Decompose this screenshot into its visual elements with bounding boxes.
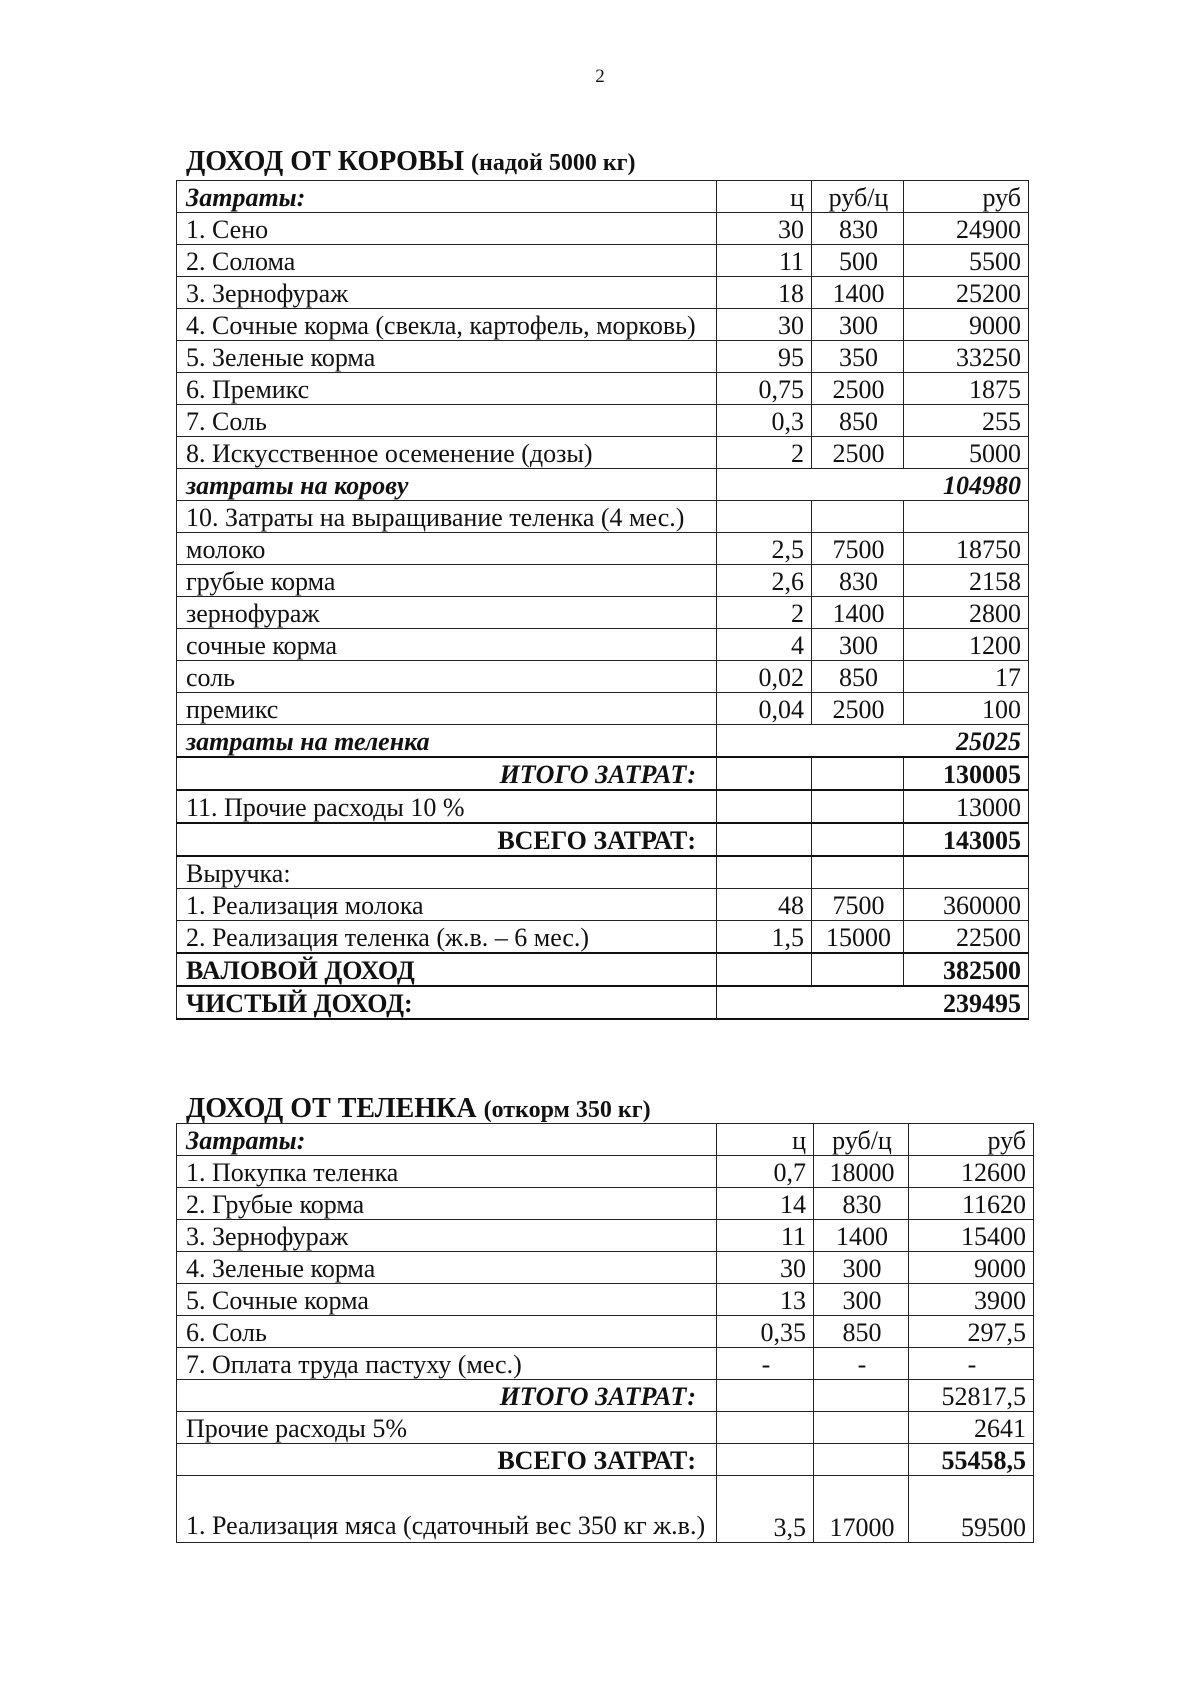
row-label: 4. Зеленые корма [177, 1252, 717, 1284]
row-sum: 9000 [909, 1252, 1034, 1284]
table-row [177, 1156, 1034, 1188]
row-price: 830 [812, 565, 904, 597]
calf-raising-row [177, 501, 1029, 533]
page-number: 2 [595, 66, 605, 87]
other-costs-row [177, 1412, 1034, 1444]
row-qty: 2 [717, 597, 812, 629]
row-price: 2500 [812, 373, 904, 405]
row-label: 8. Искусственное осеменение (дозы) [177, 437, 717, 469]
row-qty: 2,6 [717, 565, 812, 597]
other-costs-label: 11. Прочие расходы 10 % [177, 790, 717, 823]
header-quintal: ц [717, 181, 812, 213]
grand-total-row [177, 1444, 1034, 1476]
header-label: Затраты: [177, 1124, 717, 1156]
row-sum: 3900 [909, 1284, 1034, 1316]
row-qty: 0,7 [717, 1156, 814, 1188]
calf-title-main: ДОХОД ОТ ТЕЛЕНКА [186, 1093, 477, 1124]
table-row [177, 1284, 1034, 1316]
revenue-header-row [177, 856, 1029, 889]
header-quintal: ц [717, 1124, 814, 1156]
cow-title-main: ДОХОД ОТ КОРОВЫ [186, 146, 465, 177]
row-label: 5. Зеленые корма [177, 341, 717, 373]
grand-total-value: 143005 [904, 823, 1029, 856]
row-sum: 9000 [904, 309, 1029, 341]
row-qty: 11 [717, 245, 812, 277]
table-row [177, 1316, 1034, 1348]
table-row [177, 213, 1029, 245]
row-qty: 4 [717, 629, 812, 661]
row-price: 1400 [812, 597, 904, 629]
row-qty: 95 [717, 341, 812, 373]
row-qty: 11 [717, 1220, 814, 1252]
row-sum: 1875 [904, 373, 1029, 405]
row-price: 300 [812, 309, 904, 341]
row-label: премикс [177, 693, 717, 725]
row-label: грубые корма [177, 565, 717, 597]
row-qty: 2 [717, 437, 812, 469]
row-price: 500 [812, 245, 904, 277]
row-label: 7. Оплата труда пастуху (мес.) [177, 1348, 717, 1380]
header-rub: руб [904, 181, 1029, 213]
table-row [177, 245, 1029, 277]
row-qty: 0,75 [717, 373, 812, 405]
row-label: 1. Реализация молока [177, 889, 717, 921]
row-price: - [814, 1348, 909, 1380]
row-sum: 22500 [904, 921, 1029, 954]
table-row [177, 889, 1029, 921]
row-label: 3. Зернофураж [177, 277, 717, 309]
meat-sale-row [177, 1476, 1034, 1543]
row-sum: 100 [904, 693, 1029, 725]
calf-raising-label: 10. Затраты на выращивание теленка (4 мес.) [177, 501, 717, 533]
subtotal-row-cow [177, 469, 1029, 501]
row-price: 1400 [812, 277, 904, 309]
row-sum: 360000 [904, 889, 1029, 921]
total-costs-label: ИТОГО ЗАТРАТ: [177, 1380, 717, 1412]
row-sum: - [909, 1348, 1034, 1380]
total-costs-row [177, 1380, 1034, 1412]
row-price: 830 [812, 213, 904, 245]
row-sum: 17 [904, 661, 1029, 693]
row-price: 18000 [814, 1156, 909, 1188]
net-income-label: ЧИСТЫЙ ДОХОД: [177, 986, 717, 1019]
row-qty: 0,04 [717, 693, 812, 725]
table-header-row [177, 1124, 1034, 1156]
row-qty: 13 [717, 1284, 814, 1316]
row-label: 7. Соль [177, 405, 717, 437]
row-price: 1400 [814, 1220, 909, 1252]
row-sum: 2158 [904, 565, 1029, 597]
total-costs-value: 130005 [904, 757, 1029, 790]
row-label: молоко [177, 533, 717, 565]
cow-title-sub: (надой 5000 кг) [471, 150, 636, 176]
table-row [177, 373, 1029, 405]
row-label: зернофураж [177, 597, 717, 629]
grand-total-value: 55458,5 [909, 1444, 1034, 1476]
table-row [177, 1252, 1034, 1284]
cow-income-table [176, 180, 1029, 1020]
row-sum: 297,5 [909, 1316, 1034, 1348]
gross-income-label: ВАЛОВОЙ ДОХОД [177, 953, 717, 986]
row-price: 300 [814, 1284, 909, 1316]
revenue-label: Выручка: [177, 856, 717, 889]
header-price: руб/ц [814, 1124, 909, 1156]
row-label: сочные корма [177, 629, 717, 661]
net-income-value: 239495 [717, 986, 1029, 1019]
gross-income-value: 382500 [904, 953, 1029, 986]
row-label: 6. Премикс [177, 373, 717, 405]
other-costs-value: 2641 [909, 1412, 1034, 1444]
row-qty: 18 [717, 277, 812, 309]
row-qty: 2,5 [717, 533, 812, 565]
row-label: 3. Зернофураж [177, 1220, 717, 1252]
header-price: руб/ц [812, 181, 904, 213]
header-rub: руб [909, 1124, 1034, 1156]
row-qty: 30 [717, 309, 812, 341]
table-row [177, 1220, 1034, 1252]
grand-total-label: ВСЕГО ЗАТРАТ: [177, 823, 717, 856]
table-row [177, 437, 1029, 469]
row-qty: 0,3 [717, 405, 812, 437]
table-row [177, 309, 1029, 341]
other-costs-row [177, 790, 1029, 823]
row-label: 6. Соль [177, 1316, 717, 1348]
row-price: 15000 [812, 921, 904, 954]
total-costs-row [177, 757, 1029, 790]
row-qty: 30 [717, 1252, 814, 1284]
net-income-row [177, 986, 1029, 1019]
row-qty: 48 [717, 889, 812, 921]
row-sum: 15400 [909, 1220, 1034, 1252]
row-price: 300 [814, 1252, 909, 1284]
row-label: 4. Сочные корма (свекла, картофель, морковь) [177, 309, 717, 341]
subtotal-label: затраты на корову [177, 469, 717, 501]
row-qty: 30 [717, 213, 812, 245]
subtotal-value: 25025 [717, 725, 1029, 758]
row-price: 300 [812, 629, 904, 661]
row-qty: 1,5 [717, 921, 812, 954]
row-price: 830 [814, 1188, 909, 1220]
table-row [177, 661, 1029, 693]
row-price: 850 [814, 1316, 909, 1348]
row-sum: 255 [904, 405, 1029, 437]
row-sum: 18750 [904, 533, 1029, 565]
meat-sale-price: 17000 [814, 1476, 909, 1543]
subtotal-row-calf [177, 725, 1029, 758]
table-row [177, 277, 1029, 309]
row-qty: 0,02 [717, 661, 812, 693]
calf-title-sub: (откорм 350 кг) [483, 1097, 651, 1123]
row-label: 2. Реализация теленка (ж.в. – 6 мес.) [177, 921, 717, 954]
gross-income-row [177, 953, 1029, 986]
row-label: 5. Сочные корма [177, 1284, 717, 1316]
header-label: Затраты: [177, 181, 717, 213]
row-price: 350 [812, 341, 904, 373]
table-row [177, 629, 1029, 661]
row-label: соль [177, 661, 717, 693]
row-price: 2500 [812, 437, 904, 469]
row-sum: 24900 [904, 213, 1029, 245]
table-row [177, 565, 1029, 597]
total-costs-label: ИТОГО ЗАТРАТ: [177, 757, 717, 790]
row-sum: 5500 [904, 245, 1029, 277]
meat-sale-qty: 3,5 [717, 1476, 814, 1543]
grand-total-label: ВСЕГО ЗАТРАТ: [177, 1444, 717, 1476]
cow-section-title [186, 146, 636, 179]
table-row [177, 1348, 1034, 1380]
table-row [177, 405, 1029, 437]
row-price: 850 [812, 405, 904, 437]
other-costs-value: 13000 [904, 790, 1029, 823]
grand-total-row [177, 823, 1029, 856]
row-label: 1. Сено [177, 213, 717, 245]
row-price: 7500 [812, 889, 904, 921]
table-row [177, 921, 1029, 954]
meat-sale-label: 1. Реализация мяса (сдаточный вес 350 кг ж.в.) [177, 1476, 717, 1543]
row-qty: - [717, 1348, 814, 1380]
row-sum: 11620 [909, 1188, 1034, 1220]
calf-income-table [176, 1123, 1034, 1543]
table-row [177, 597, 1029, 629]
row-sum: 12600 [909, 1156, 1034, 1188]
row-qty: 14 [717, 1188, 814, 1220]
row-label: 2. Грубые корма [177, 1188, 717, 1220]
meat-sale-sum: 59500 [909, 1476, 1034, 1543]
row-qty: 0,35 [717, 1316, 814, 1348]
calf-section-title [186, 1093, 651, 1126]
row-sum: 33250 [904, 341, 1029, 373]
table-header-row [177, 181, 1029, 213]
subtotal-label: затраты на теленка [177, 725, 717, 758]
row-sum: 25200 [904, 277, 1029, 309]
table-row [177, 693, 1029, 725]
row-sum: 5000 [904, 437, 1029, 469]
row-price: 7500 [812, 533, 904, 565]
table-row [177, 341, 1029, 373]
other-costs-label: Прочие расходы 5% [177, 1412, 717, 1444]
row-sum: 1200 [904, 629, 1029, 661]
table-row [177, 533, 1029, 565]
total-costs-value: 52817,5 [909, 1380, 1034, 1412]
table-row [177, 1188, 1034, 1220]
subtotal-value: 104980 [717, 469, 1029, 501]
row-price: 2500 [812, 693, 904, 725]
row-label: 2. Солома [177, 245, 717, 277]
row-price: 850 [812, 661, 904, 693]
row-label: 1. Покупка теленка [177, 1156, 717, 1188]
row-sum: 2800 [904, 597, 1029, 629]
